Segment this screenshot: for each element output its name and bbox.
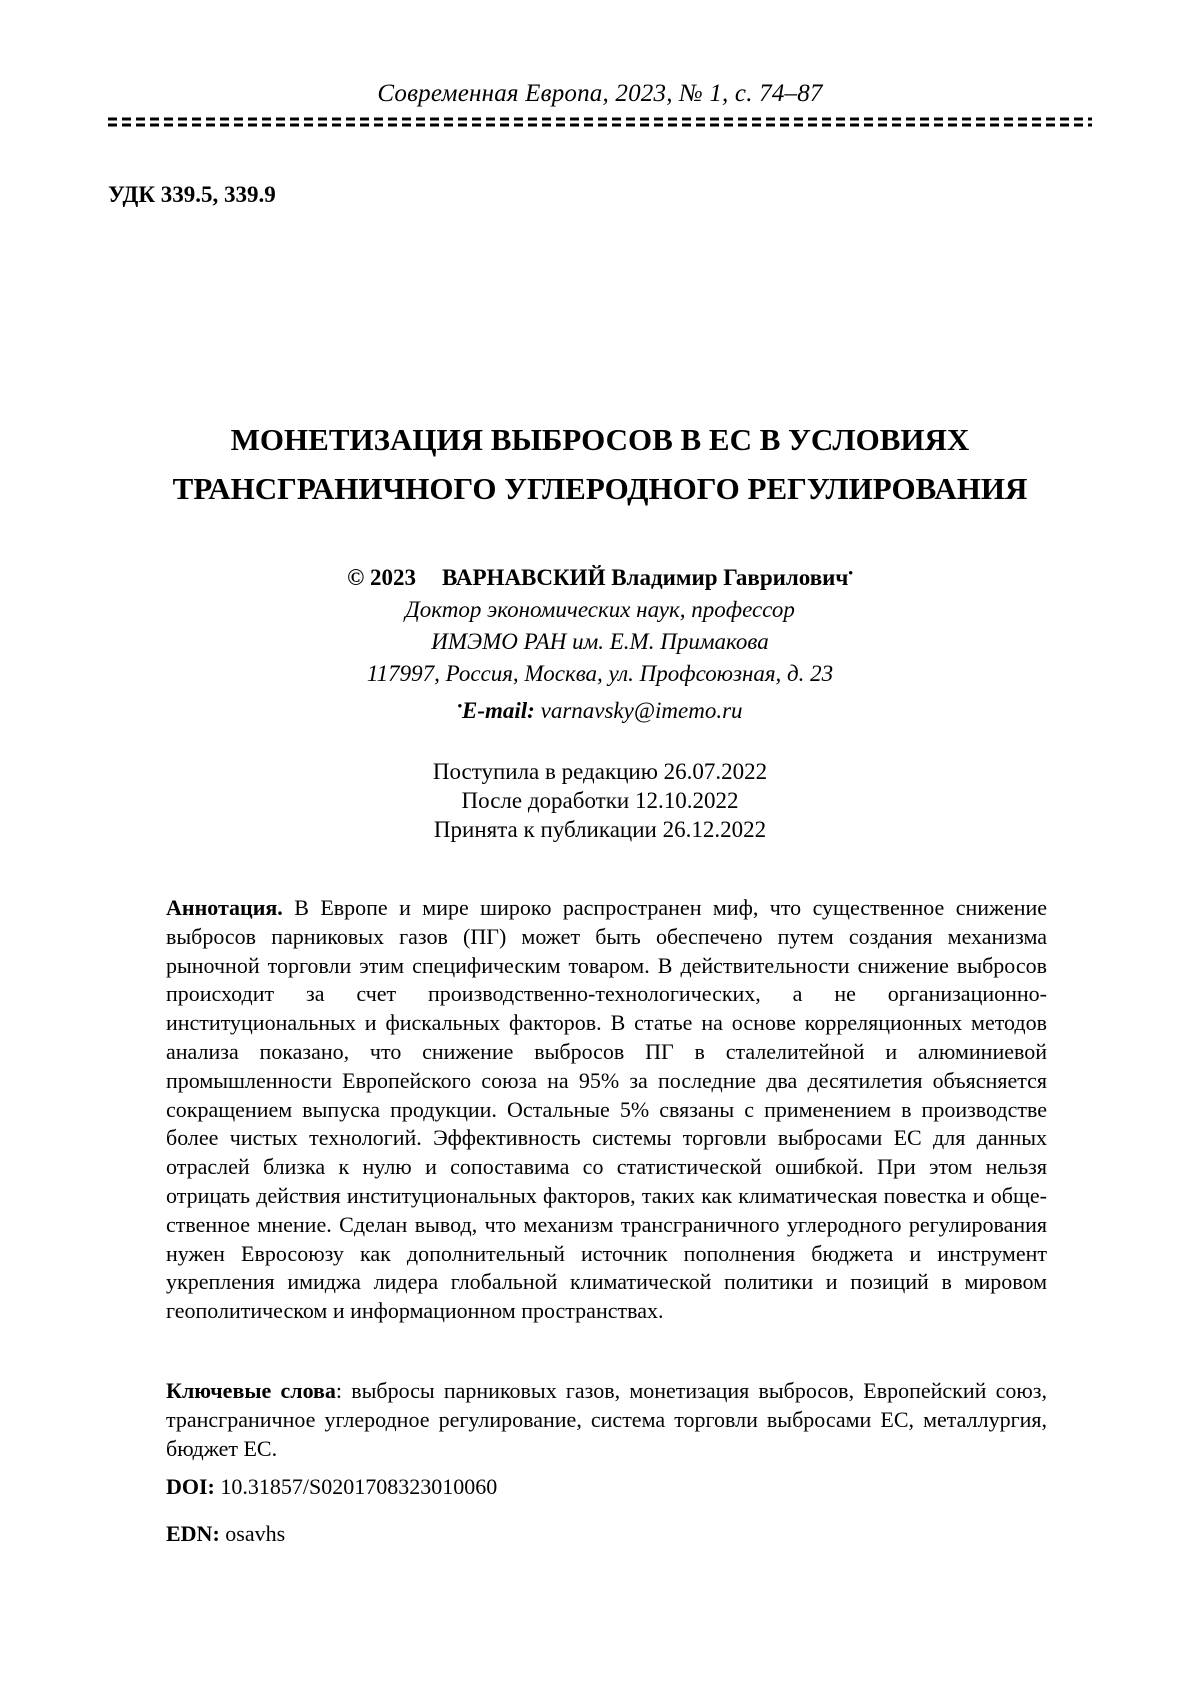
email-footnote-mark: •: [457, 698, 463, 713]
author-name: ВАРНАВСКИЙ Владимир Гаврилович: [442, 565, 849, 590]
author-email[interactable]: varnavsky@imemo.ru: [540, 698, 743, 723]
author-block: [150, 557, 1050, 727]
author-address: 117997, Россия, Москва, ул. Профсоюзная, д. 23: [366, 661, 834, 686]
doi-label: DOI:: [166, 1474, 215, 1499]
keywords-label: Ключевые слова: [166, 1378, 336, 1403]
abstract: [166, 894, 1047, 1326]
edn-line: [166, 1521, 285, 1547]
article-title-line-1: МОНЕТИЗАЦИЯ ВЫБРОСОВ В ЕС В УСЛОВИЯХ: [230, 422, 970, 457]
udk-code: УДК 339.5, 339.9: [108, 182, 276, 207]
journal-running-header: Современная Европа, 2023, № 1, с. 74–87: [377, 80, 823, 107]
article-title: [100, 415, 1100, 513]
edn-label: EDN:: [166, 1521, 220, 1546]
author-footnote-mark: •: [848, 565, 853, 580]
author-degree: Доктор экономических наук, профессор: [405, 597, 795, 622]
submission-dates: [150, 757, 1050, 844]
abstract-label: Аннотация.: [166, 895, 283, 920]
doi-line: [166, 1474, 497, 1500]
date-received: Поступила в редакцию 26.07.2022: [432, 759, 768, 784]
author-line: [150, 557, 1050, 594]
keywords-text: : выбросы парниковых газов, монетизация выбросов, Европейский союз, трансграничное углеродное регулирование, система торговли выбросами ЕС, металлургия, бюджет ЕС.: [166, 1378, 1047, 1461]
email-label: [457, 698, 534, 723]
email-label-text: E-mail:: [462, 698, 535, 723]
edn-value: osavhs: [225, 1521, 286, 1546]
keywords: [166, 1376, 1047, 1463]
abstract-text: В Европе и мире широко распространен миф, что существенное снижение выбросов парниковых газов (ПГ) может быть обеспечено путем создания механизма рыночной торговли этим специфическим товаром. В действительности снижение выбросов происходит за счет производственно-технологических, а не организационно-институциональных и фискальных факторов. В статье на основе корреляционных методов анализа показано, что снижение выбросов ПГ в сталелитейной и алюминиевой промышленности Европейского союза на 95% за последние два десятилетия объясняется сокращением выпуска продукции. Остальные 5% связаны с применением в производстве более чистых технологий. Эффективность системы торговли выбросами ЕС для данных отраслей близка к нулю и сопоставима со статистической ошибкой. При этом нельзя отрицать действия институциональных факторов, таких как климатическая повестка и общественное мнение. Сделан вывод, что механизм трансграничного углеродного регулирования нужен Евросоюзу как дополнительный источник пополнения бюджета и инструмент укрепления имиджа лидера глобальной климатической политики и позиций в мировом геополитическом и информационном пространствах.: [166, 895, 1048, 1324]
author-email-line: [150, 690, 1050, 727]
date-revised: После доработки 12.10.2022: [461, 788, 739, 813]
copyright-year: © 2023: [347, 565, 416, 590]
doi-value[interactable]: 10.31857/S0201708323010060: [220, 1474, 498, 1499]
article-title-line-2: ТРАНСГРАНИЧНОГО УГЛЕРОДНОГО РЕГУЛИРОВАНИЯ: [172, 471, 1028, 506]
date-accepted: Принята к публикации 26.12.2022: [433, 817, 767, 842]
author-institution: ИМЭМО РАН им. Е.М. Примакова: [431, 629, 769, 654]
header-double-dashed-rule: [108, 116, 1092, 128]
